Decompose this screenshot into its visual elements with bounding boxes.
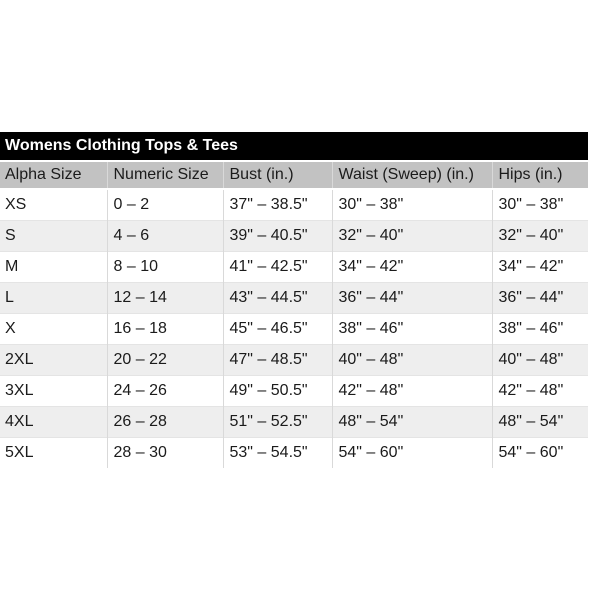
table-row bbox=[0, 406, 588, 437]
table-cell: 38" – 46" bbox=[332, 313, 492, 344]
header-row bbox=[0, 162, 588, 189]
size-table bbox=[0, 162, 588, 468]
table-cell: 8 – 10 bbox=[107, 251, 223, 282]
table-cell: 39" – 40.5" bbox=[223, 220, 332, 251]
table-cell: S bbox=[0, 220, 107, 251]
table-cell: 4XL bbox=[0, 406, 107, 437]
table-cell: XS bbox=[0, 189, 107, 220]
table-row bbox=[0, 313, 588, 344]
table-cell: 40" – 48" bbox=[332, 344, 492, 375]
table-cell: 36" – 44" bbox=[492, 282, 588, 313]
table-cell: 16 – 18 bbox=[107, 313, 223, 344]
table-cell: 26 – 28 bbox=[107, 406, 223, 437]
table-row bbox=[0, 375, 588, 406]
table-cell: M bbox=[0, 251, 107, 282]
size-chart bbox=[0, 132, 588, 468]
table-cell: 51" – 52.5" bbox=[223, 406, 332, 437]
table-row bbox=[0, 344, 588, 375]
table-cell: L bbox=[0, 282, 107, 313]
table-cell: 30" – 38" bbox=[332, 189, 492, 220]
table-cell: 4 – 6 bbox=[107, 220, 223, 251]
col-header-alpha-size: Alpha Size bbox=[0, 162, 107, 189]
size-chart-title: Womens Clothing Tops & Tees bbox=[5, 137, 238, 154]
table-header bbox=[0, 162, 588, 189]
table-cell: 48" – 54" bbox=[332, 406, 492, 437]
table-cell: 43" – 44.5" bbox=[223, 282, 332, 313]
table-cell: 34" – 42" bbox=[332, 251, 492, 282]
col-header-bust: Bust (in.) bbox=[223, 162, 332, 189]
table-cell: 42" – 48" bbox=[332, 375, 492, 406]
table-cell: X bbox=[0, 313, 107, 344]
table-cell: 30" – 38" bbox=[492, 189, 588, 220]
table-cell: 48" – 54" bbox=[492, 406, 588, 437]
table-cell: 47" – 48.5" bbox=[223, 344, 332, 375]
col-header-hips: Hips (in.) bbox=[492, 162, 588, 189]
table-cell: 32" – 40" bbox=[332, 220, 492, 251]
table-cell: 37" – 38.5" bbox=[223, 189, 332, 220]
col-header-waist-sweep: Waist (Sweep) (in.) bbox=[332, 162, 492, 189]
table-cell: 40" – 48" bbox=[492, 344, 588, 375]
table-cell: 41" – 42.5" bbox=[223, 251, 332, 282]
col-header-numeric-size: Numeric Size bbox=[107, 162, 223, 189]
table-cell: 34" – 42" bbox=[492, 251, 588, 282]
table-cell: 53" – 54.5" bbox=[223, 437, 332, 468]
table-cell: 49" – 50.5" bbox=[223, 375, 332, 406]
table-cell: 3XL bbox=[0, 375, 107, 406]
table-cell: 36" – 44" bbox=[332, 282, 492, 313]
table-cell: 45" – 46.5" bbox=[223, 313, 332, 344]
table-row bbox=[0, 251, 588, 282]
table-cell: 5XL bbox=[0, 437, 107, 468]
table-cell: 24 – 26 bbox=[107, 375, 223, 406]
table-cell: 0 – 2 bbox=[107, 189, 223, 220]
table-cell: 42" – 48" bbox=[492, 375, 588, 406]
table-cell: 32" – 40" bbox=[492, 220, 588, 251]
table-cell: 38" – 46" bbox=[492, 313, 588, 344]
table-row bbox=[0, 220, 588, 251]
size-chart-title-bar bbox=[0, 132, 588, 160]
table-cell: 20 – 22 bbox=[107, 344, 223, 375]
table-row bbox=[0, 189, 588, 220]
table-body bbox=[0, 189, 588, 468]
table-row bbox=[0, 282, 588, 313]
table-row bbox=[0, 437, 588, 468]
table-cell: 54" – 60" bbox=[332, 437, 492, 468]
table-cell: 2XL bbox=[0, 344, 107, 375]
table-cell: 12 – 14 bbox=[107, 282, 223, 313]
table-cell: 28 – 30 bbox=[107, 437, 223, 468]
table-cell: 54" – 60" bbox=[492, 437, 588, 468]
